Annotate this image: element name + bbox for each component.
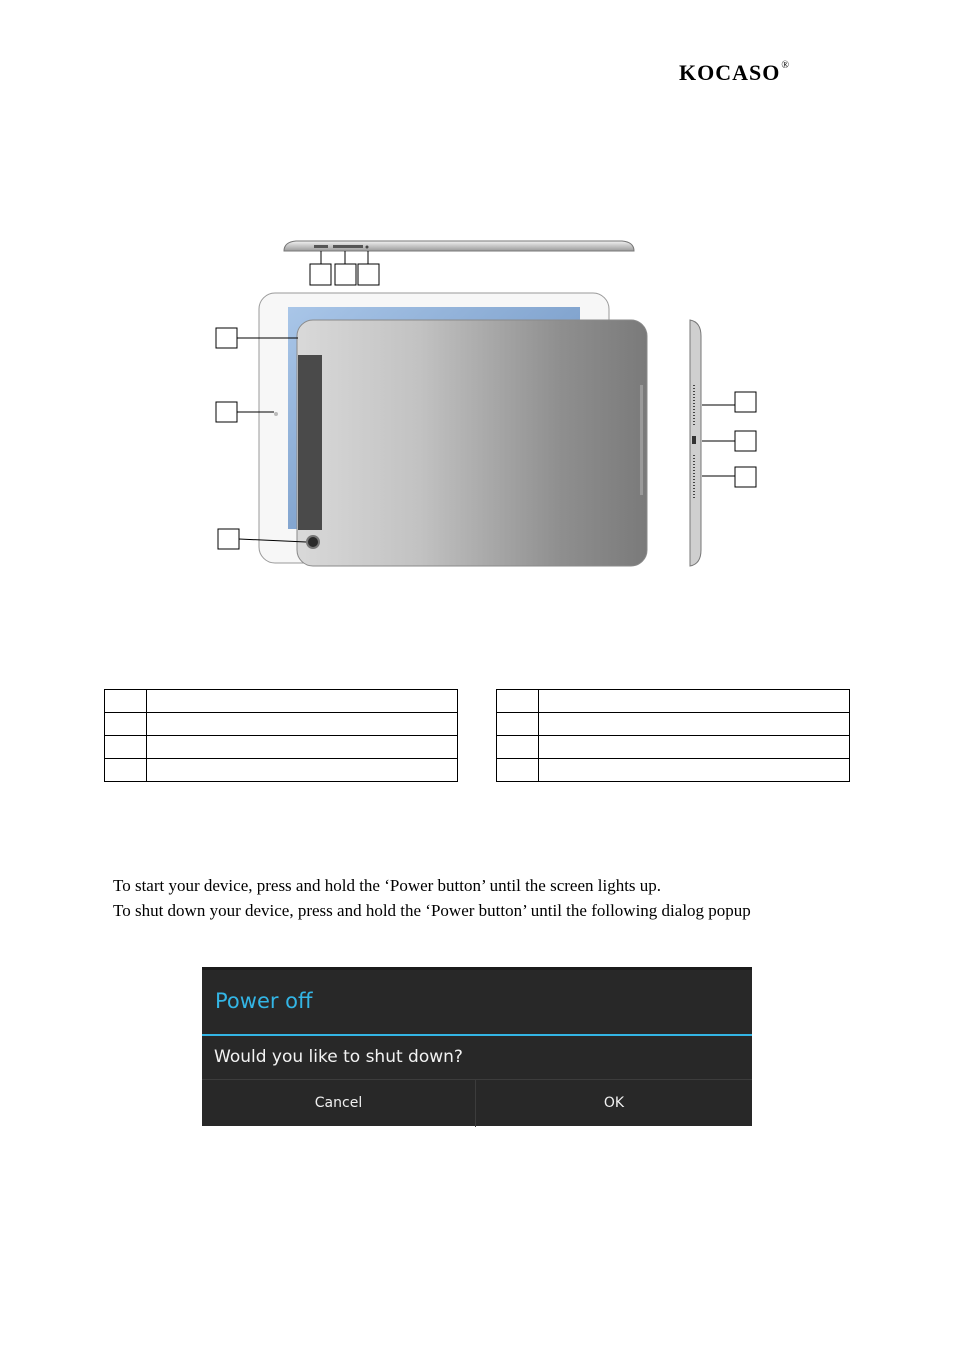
device-diagram <box>0 230 954 575</box>
instruction-start: To start your device, press and hold the ‘Power button’ until the screen lights up. <box>113 876 662 895</box>
spec-table-left <box>104 689 458 782</box>
ok-button[interactable]: OK <box>603 1095 625 1111</box>
registered-mark: ® <box>781 59 790 71</box>
dialog-title-divider <box>202 1034 752 1036</box>
table-row <box>105 759 458 782</box>
cancel-button[interactable]: Cancel <box>202 1080 476 1127</box>
table-row <box>497 713 850 736</box>
table-row <box>497 759 850 782</box>
dialog-title: Power off <box>215 989 313 1013</box>
back-view <box>297 320 647 566</box>
table-row <box>497 690 850 713</box>
brand-logo-text: KOCASO <box>679 60 781 85</box>
dialog-message: Would you like to shut down? <box>214 1047 463 1067</box>
dialog-top-border <box>202 967 752 970</box>
table-row <box>105 736 458 759</box>
dialog-button-row <box>202 1079 752 1127</box>
spec-table-right <box>496 689 850 782</box>
power-off-dialog <box>202 967 752 1126</box>
side-edge-view <box>690 320 756 566</box>
table-row <box>105 713 458 736</box>
table-row <box>105 690 458 713</box>
brand-logo <box>679 60 790 86</box>
instruction-shutdown: To shut down your device, press and hold the ‘Power button’ until the following dialog popup <box>113 901 751 920</box>
top-edge-view <box>284 241 634 285</box>
table-row <box>497 736 850 759</box>
